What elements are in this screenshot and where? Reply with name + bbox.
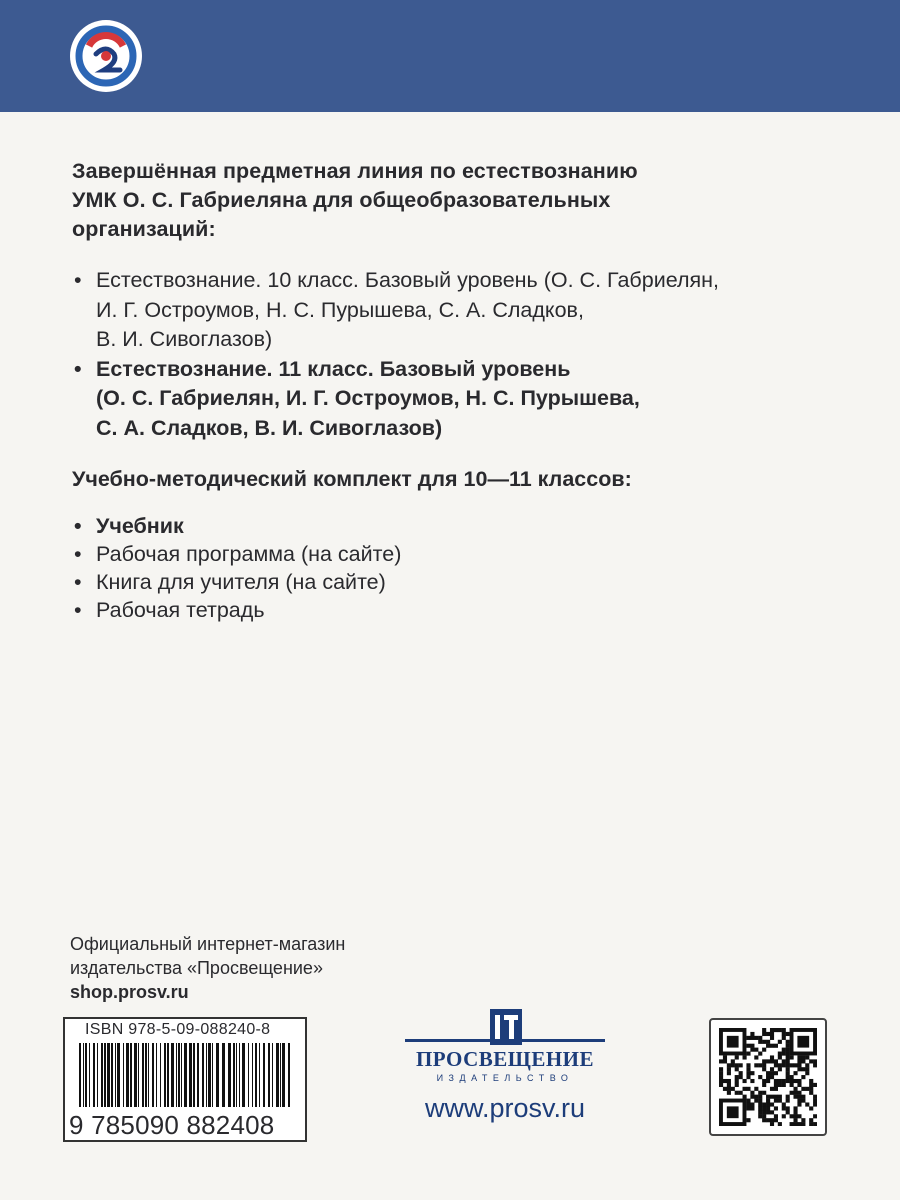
qr-code[interactable]: [709, 1018, 827, 1136]
shop-line: издательства «Просвещение»: [70, 958, 323, 978]
qr-code-icon: [719, 1028, 817, 1126]
publisher-rule: [405, 1039, 605, 1042]
intro-line: УМК О. С. Габриеляна для общеобразовательных: [72, 188, 611, 212]
barcode-icon: [79, 1043, 293, 1107]
barcode-digits: 9 785090 882408: [69, 1110, 275, 1140]
book-item-grade-10: [72, 266, 862, 355]
shop-info: [70, 932, 345, 1004]
shop-url-link[interactable]: shop.prosv.ru: [70, 982, 189, 1002]
isbn-number: ISBN 978-5-09-088240-8: [85, 1021, 271, 1038]
book-item-grade-11: [72, 355, 862, 444]
book-line: Естествознание. 11 класс. Базовый уровень: [96, 356, 571, 381]
book-line: С. А. Сладков, В. И. Сивоглазов): [96, 415, 443, 440]
publisher-name: ПРОСВЕЩЕНИЕ: [415, 1047, 595, 1071]
kit-list: [72, 512, 862, 624]
kit-item-workbook: • Рабочая тетрадь: [72, 596, 862, 624]
intro-text: [72, 157, 862, 244]
book-line: И. Г. Остроумов, Н. С. Пурышева, С. А. Сладков,: [96, 297, 584, 322]
intro-line: Завершённая предметная линия по естествознанию: [72, 159, 638, 183]
kit-item-program: • Рабочая программа (на сайте): [72, 540, 862, 568]
shop-line: Официальный интернет-магазин: [70, 934, 346, 954]
series-logo-icon: [68, 18, 144, 94]
book-line: (О. С. Габриелян, И. Г. Остроумов, Н. С. Пурышева,: [96, 386, 640, 410]
intro-line: организаций:: [72, 217, 216, 241]
publisher-url-link[interactable]: www.prosv.ru: [424, 1093, 586, 1123]
top-color-band: [0, 0, 900, 112]
kit-item-textbook: • Учебник: [72, 512, 862, 540]
book-line: В. И. Сивоглазов): [96, 327, 273, 351]
kit-heading: Учебно-методический комплект для 10—11 классов:: [72, 467, 632, 491]
kit-item-teacher-book: • Книга для учителя (на сайте): [72, 568, 862, 596]
book-line: Естествознание. 10 класс. Базовый уровень (О. С. Габриелян,: [96, 268, 719, 292]
book-list: [72, 266, 862, 443]
publisher-subtitle: ИЗДАТЕЛЬСТВО: [436, 1073, 574, 1083]
isbn-barcode: [63, 1017, 307, 1142]
main-content: [72, 157, 862, 624]
